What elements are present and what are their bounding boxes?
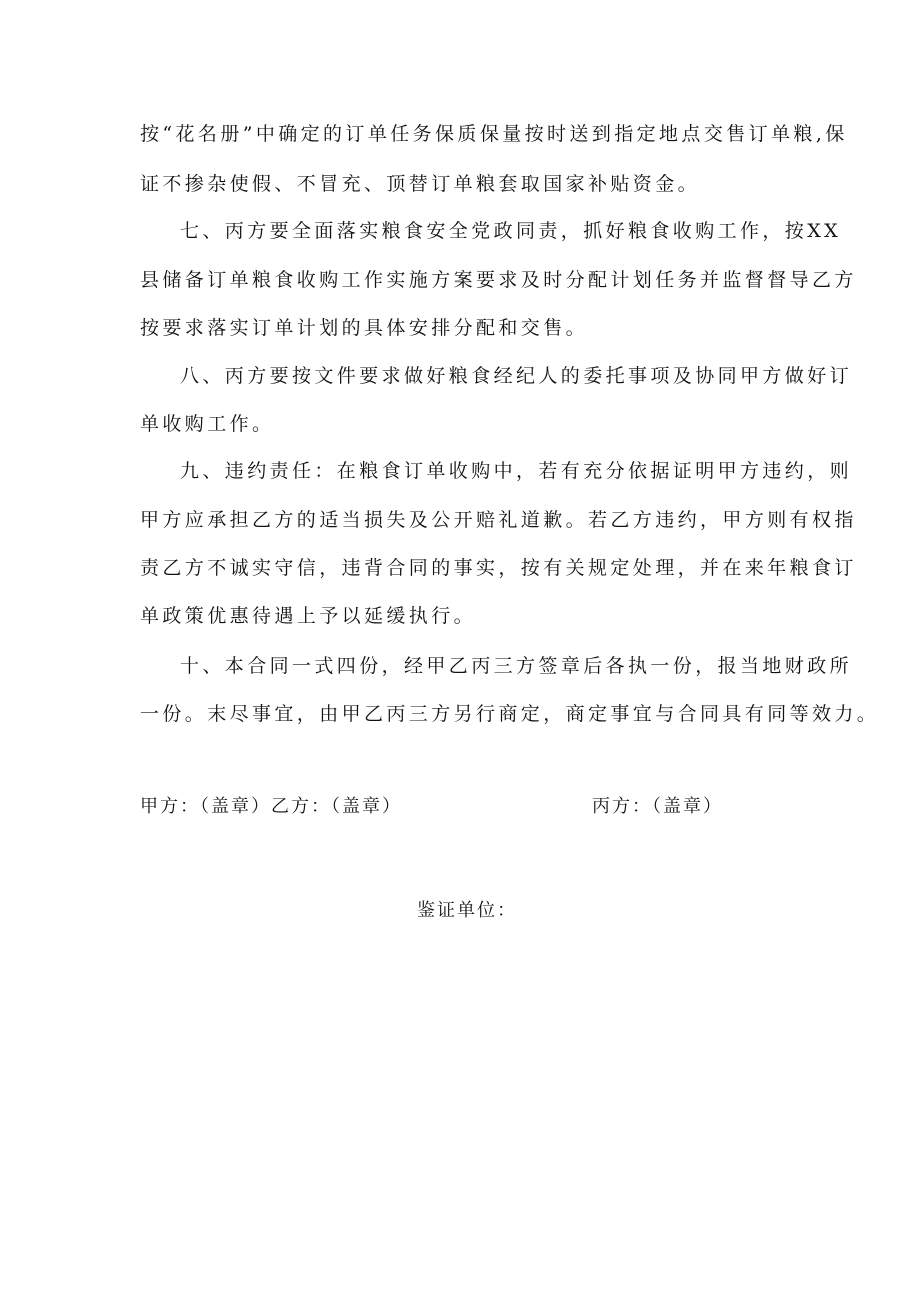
clause-9-line-1: 九、违约责任：在粮食订单收购中，若有充分依据证明甲方违约，则 — [180, 460, 853, 482]
clause-8-line-1: 八、丙方要按文件要求做好粮食经纪人的委托事项及协同甲方做好订 — [180, 365, 853, 387]
clause-7-line-2: 县储备订单粮食收购工作实施方案要求及时分配计划任务并监督督导乙方 — [140, 269, 857, 291]
signature-party-c: 丙方：（盖章） — [592, 796, 723, 817]
signature-party-a-b: 甲方：（盖章）乙方：（盖章） — [140, 796, 402, 817]
paragraph-continuation-line-2: 证不掺杂使假、不冒充、顶替订单粮套取国家补贴资金。 — [140, 173, 701, 195]
clause-9-line-3: 责乙方不诚实守信，违背合同的事实，按有关规定处理，并在来年粮食订 — [140, 557, 857, 579]
paragraph-continuation-line-1: 按“花名册”中确定的订单任务保质保量按时送到指定地点交售订单粮,保 — [140, 123, 848, 145]
verification-unit-label: 鉴证单位： — [417, 900, 517, 921]
clause-7-line-3: 按要求落实订单计划的具体安排分配和交售。 — [140, 317, 589, 339]
clause-8-line-2: 单收购工作。 — [140, 413, 275, 435]
clause-10-line-2: 一份。末尽事宜，由甲乙丙三方另行商定，商定事宜与合同具有同等效力。 — [140, 703, 880, 725]
clause-9-line-4: 单政策优惠待遇上予以延缓执行。 — [140, 605, 477, 627]
clause-9-line-2: 甲方应承担乙方的适当损失及公开赔礼道歉。若乙方违约，甲方则有权指 — [140, 509, 857, 531]
clause-7-line-1: 七、丙方要全面落实粮食安全党政同责，抓好粮食收购工作，按XX — [180, 220, 842, 242]
clause-10-line-1: 十、本合同一式四份，经甲乙丙三方签章后各执一份，报当地财政所 — [180, 655, 853, 677]
